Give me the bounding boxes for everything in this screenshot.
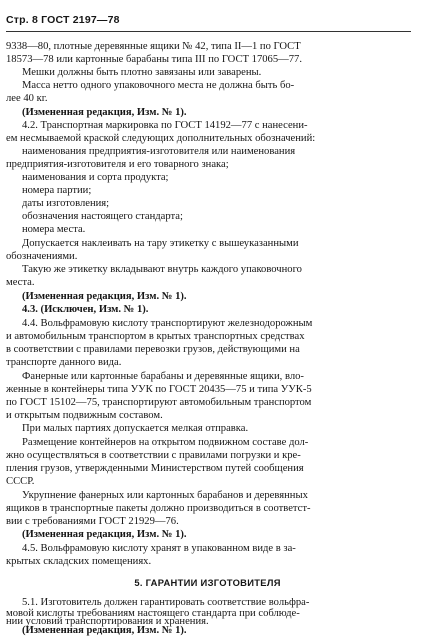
text-line: номера места. — [22, 224, 86, 235]
text-line: 4.2. Транспортная маркировка по ГОСТ 14192—77 с нанесени- — [22, 120, 308, 131]
text-line: и автомобильным транспортом в крытых транспортных средствах — [6, 331, 305, 342]
text-line: ящиков в транспортные пакеты должно производиться в соответст- — [6, 503, 311, 514]
page-header: Стр. 8 ГОСТ 2197—78 — [6, 14, 120, 26]
amendment-note: (Измененная редакция, Изм. № 1). — [22, 107, 187, 118]
text-line: ем несмываемой краской следующих дополнительных обозначений: — [6, 133, 316, 144]
text-line: 18573—78 или картонные барабаны типа III по ГОСТ 17065—77. — [6, 54, 302, 65]
text-line: Фанерные или картонные барабаны и деревянные ящики, вло- — [22, 371, 304, 382]
text-line: лее 40 кг. — [6, 93, 48, 104]
text-line: нии условий транспортирования и хранения. — [6, 616, 209, 627]
text-line: 9338—80, плотные деревянные ящики № 42, типа II—1 по ГОСТ — [6, 41, 301, 52]
text-line: обозначениями. — [6, 251, 78, 262]
text-line: пления грузов, утвержденными Министерством путей сообщения — [6, 463, 304, 474]
text-line: Мешки должны быть плотно завязаны или заварены. — [22, 67, 262, 78]
text-line: СССР. — [6, 476, 35, 487]
excluded-clause: 4.3. (Исключен, Изм. № 1). — [22, 304, 149, 315]
text-line: 5.1. Изготовитель должен гарантировать соответствие вольфра- — [22, 597, 310, 608]
text-line: жно осуществляться в соответствии с правилами погрузки и кре- — [6, 450, 301, 461]
text-line: 4.4. Вольфрамовую кислоту транспортируют железнодорожным — [22, 318, 313, 329]
text-line: наименования и сорта продукта; — [22, 172, 169, 183]
section-heading: 5. ГАРАНТИИ ИЗГОТОВИТЕЛЯ — [134, 578, 281, 589]
text-line: транспорте данного вида. — [6, 357, 122, 368]
text-line: Размещение контейнеров на открытом подвижном составе дол- — [22, 437, 309, 448]
text-line: Укрупнение фанерных или картонных барабанов и деревянных — [22, 490, 308, 501]
text-line: предприятия-изготовителя и его товарного знака; — [6, 159, 229, 170]
text-line: мовой кислоты требованиям настоящего стандарта при соблюде- — [6, 608, 300, 619]
amendment-note: (Измененная редакция, Изм. № 1). — [22, 625, 187, 636]
text-line: даты изготовления; — [22, 198, 110, 209]
text-line: и открытым подвижным составом. — [6, 410, 163, 421]
text-line: 4.5. Вольфрамовую кислоту хранят в упакованном виде в за- — [22, 543, 296, 554]
text-line: женные в контейнеры типа УУК по ГОСТ 20435—75 и типа УУК-5 — [6, 384, 312, 395]
text-line: номера партии; — [22, 185, 92, 196]
text-line: При малых партиях допускается мелкая отправка. — [22, 423, 249, 434]
header-rule — [6, 31, 411, 32]
text-line: вии с требованиями ГОСТ 21929—76. — [6, 516, 179, 527]
text-line: наименования предприятия-изготовителя или наименования — [22, 146, 296, 157]
amendment-note: (Измененная редакция, Изм. № 1). — [22, 529, 187, 540]
text-line: в соответствии с правилами перевозки грузов, действующими на — [6, 344, 300, 355]
text-line: Масса нетто одного упаковочного места не должна быть бо- — [22, 80, 295, 91]
text-line: крытых складских помещениях. — [6, 556, 152, 567]
text-line: обозначения настоящего стандарта; — [22, 211, 183, 222]
amendment-note: (Измененная редакция, Изм. № 1). — [22, 291, 187, 302]
text-line: по ГОСТ 15102—75, транспортируют автомобильным транспортом — [6, 397, 312, 408]
text-line: Допускается наклеивать на тару этикетку с вышеуказанными — [22, 238, 299, 249]
text-line: Такую же этикетку вкладывают внутрь каждого упаковочного — [22, 264, 302, 275]
text-line: места. — [6, 277, 35, 288]
